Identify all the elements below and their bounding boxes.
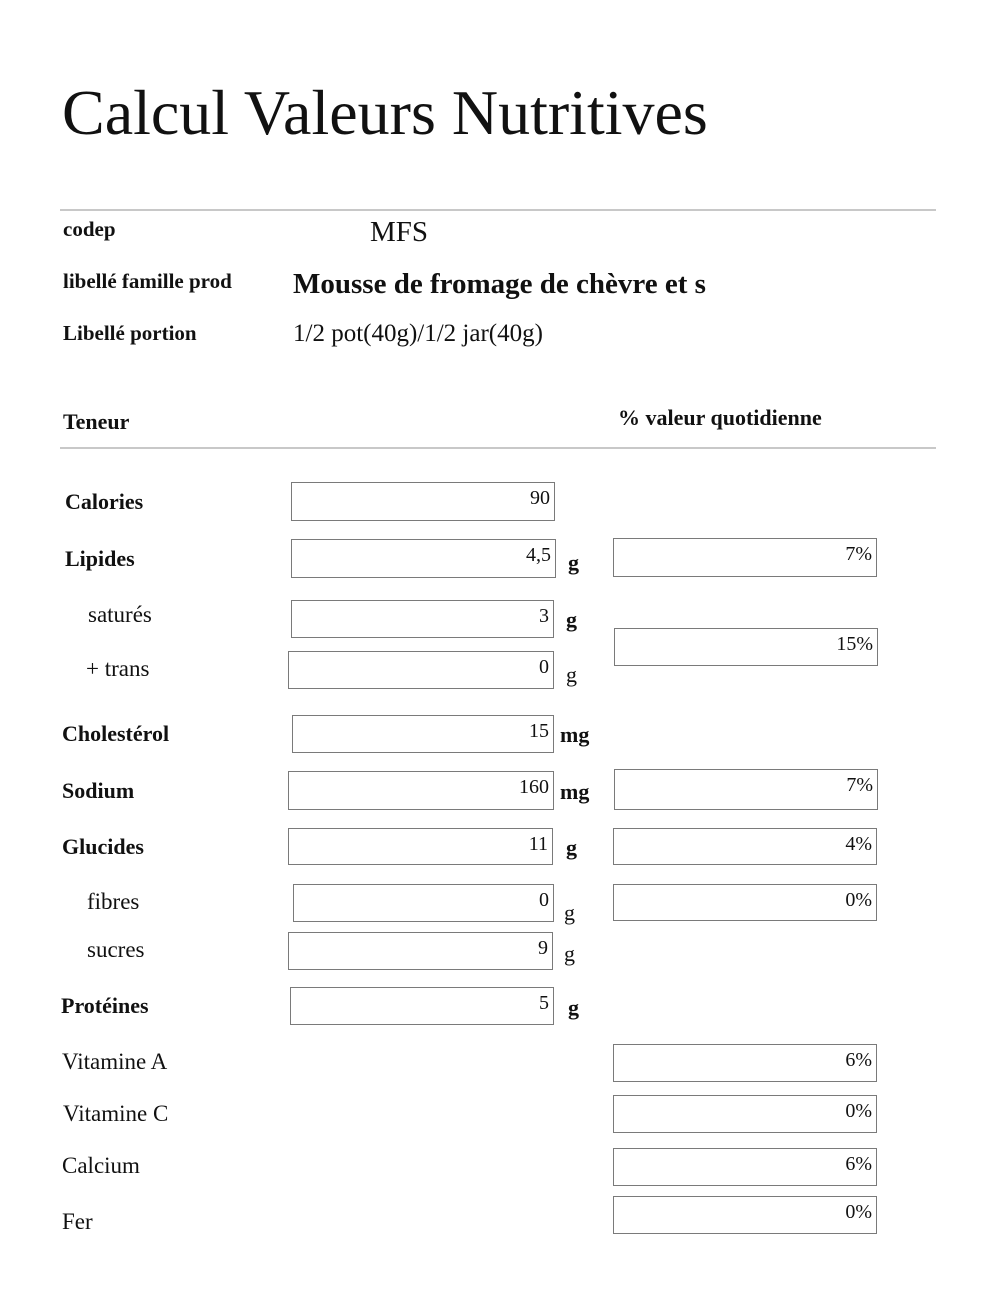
lipides-unit: g: [568, 550, 579, 575]
lipides-pct-field[interactable]: 7%: [613, 538, 877, 577]
calcium-label: Calcium: [62, 1153, 140, 1178]
sucres-label: sucres: [87, 937, 145, 962]
cholesterol-unit: mg: [560, 722, 590, 747]
vitamine-a-pct-field[interactable]: 6%: [613, 1044, 877, 1082]
calories-value-field[interactable]: 90: [291, 482, 555, 521]
satures-label: saturés: [88, 602, 152, 627]
vitamine-c-pct-field[interactable]: 0%: [613, 1095, 877, 1133]
sodium-value-field[interactable]: 160: [288, 771, 554, 810]
cholesterol-label: Cholestérol: [62, 721, 170, 746]
page-title: Calcul Valeurs Nutritives: [62, 77, 708, 148]
teneur-heading: Teneur: [63, 409, 130, 434]
sodium-unit: mg: [560, 779, 590, 804]
glucides-label: Glucides: [62, 834, 144, 859]
codep-value: MFS: [370, 216, 429, 248]
satures-value-field[interactable]: 3: [291, 600, 554, 638]
trans-label: + trans: [86, 656, 150, 681]
proteines-label: Protéines: [61, 993, 149, 1018]
vitamine-a-label: Vitamine A: [62, 1049, 168, 1074]
sucres-unit: g: [564, 941, 575, 966]
lipides-label: Lipides: [65, 546, 135, 571]
calories-label: Calories: [65, 489, 144, 514]
daily-value-heading: % valeur quotidienne: [618, 405, 822, 430]
sucres-value-field[interactable]: 9: [288, 932, 553, 970]
glucides-pct-field[interactable]: 4%: [613, 828, 877, 865]
famille-value: Mousse de fromage de chèvre et s: [293, 268, 706, 300]
glucides-unit: g: [566, 835, 577, 860]
fibres-unit: g: [564, 900, 575, 925]
codep-label: codep: [63, 217, 116, 241]
sodium-pct-field[interactable]: 7%: [614, 769, 878, 810]
fibres-pct-field[interactable]: 0%: [613, 884, 877, 921]
header-divider: [60, 209, 936, 211]
calcium-pct-field[interactable]: 6%: [613, 1148, 877, 1186]
famille-label: libellé famille prod: [63, 269, 232, 293]
satures-unit: g: [566, 607, 577, 632]
proteines-unit: g: [568, 995, 579, 1020]
vitamine-c-label: Vitamine C: [63, 1101, 169, 1126]
fer-label: Fer: [62, 1209, 93, 1234]
proteines-value-field[interactable]: 5: [290, 987, 554, 1025]
portion-value: 1/2 pot(40g)/1/2 jar(40g): [293, 320, 543, 347]
fer-pct-field[interactable]: 0%: [613, 1196, 877, 1234]
fibres-value-field[interactable]: 0: [293, 884, 554, 922]
cholesterol-value-field[interactable]: 15: [292, 715, 554, 753]
glucides-value-field[interactable]: 11: [288, 828, 553, 865]
trans-unit: g: [566, 662, 577, 687]
portion-label: Libellé portion: [63, 321, 197, 345]
lipides-value-field[interactable]: 4,5: [291, 539, 556, 578]
satures-trans-pct-field[interactable]: 15%: [614, 628, 878, 666]
fibres-label: fibres: [87, 889, 140, 914]
trans-value-field[interactable]: 0: [288, 651, 554, 689]
columns-divider: [60, 447, 936, 449]
sodium-label: Sodium: [62, 778, 135, 803]
